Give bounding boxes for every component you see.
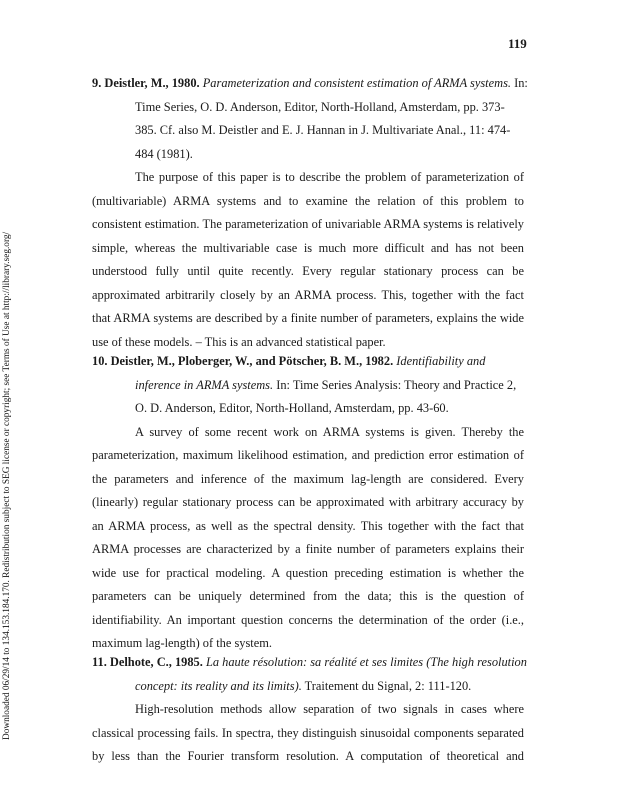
abstract-line: wide use for practical modeling. A question preceding estimation is whether the (92, 566, 524, 580)
entry-9-number: 9. (92, 76, 102, 90)
download-notice: Downloaded 06/29/14 to 134.153.184.170. Redistribution subject to SEG license or copyright; see Terms of Use at http://library.seg.org/ (2, 231, 12, 740)
abstract-line: High-resolution methods allow separation of two signals in cases where (135, 702, 524, 716)
entry-9-heading (92, 76, 528, 90)
entry-11-number: 11. (92, 655, 107, 669)
abstract-line: understood fully until quite recently. Every regular stationary process can be (92, 264, 524, 278)
abstract-line: by less than the Fourier transform resolution. A computation of theoretical and (92, 749, 524, 763)
abstract-line: use of these models. – This is an advanced statistical paper. (92, 335, 386, 349)
entry-11-heading-line-2 (135, 679, 471, 693)
abstract-line: The purpose of this paper is to describe the problem of parameterization of (135, 170, 524, 184)
entry-10-heading (92, 354, 485, 368)
abstract-line: identifiability. An important question concerns the determination of the order (i.e., (92, 613, 524, 627)
entry-11-authors: Delhote, C., 1985. (109, 655, 203, 669)
entry-11-source: Traitement du Signal, 2: 111-120. (304, 679, 472, 693)
entry-10-title-line-2: inference in ARMA systems. (135, 378, 274, 392)
entry-10-source-line-1: In: Time Series Analysis: Theory and Practice 2, (276, 378, 517, 392)
abstract-line: ARMA processes are characterized by a finite number of parameters explains their (92, 542, 524, 556)
abstract-line: consistent estimation. The parameterization of univariable ARMA systems is relatively (92, 217, 524, 231)
abstract-line: simple, whereas the multivariable case is much more difficult and has not been (92, 241, 524, 255)
abstract-line: (multivariable) ARMA systems and to examine the relation of this problem to (92, 194, 524, 208)
abstract-line: (linearly) regular stationary process can be approximated with arbitrary accuracy by (92, 495, 524, 509)
entry-9-source-line-1: In: (514, 76, 528, 90)
page-number: 119 (508, 36, 527, 51)
entry-11-title-line-1: La haute résolution: sa réalité et ses limites (The high resolution (205, 655, 527, 669)
abstract-line: that ARMA systems are described by a finite number of parameters, explains the wide (92, 311, 524, 325)
entry-10-title-line-1: Identifiability and (396, 354, 486, 368)
abstract-line: parameters can be uniquely determined from the data; this is the question of (92, 589, 524, 603)
entry-11-title-line-2: concept: its reality and its limits). (135, 679, 302, 693)
entry-10-heading-line-2 (135, 378, 516, 392)
abstract-line: an ARMA process, as well as the spectral density. This together with the fact that (92, 519, 524, 533)
entry-9-title: Parameterization and consistent estimation of ARMA systems. (202, 76, 511, 90)
abstract-line: approximated arbitrarily closely by an ARMA process. This, together with the fact (92, 288, 524, 302)
abstract-line: A survey of some recent work on ARMA systems is given. Thereby the (135, 425, 524, 439)
entry-9-source-line-3: 385. Cf. also M. Deistler and E. J. Hannan in J. Multivariate Anal., 11: 474- (135, 123, 511, 137)
entry-9-source-line-4: 484 (1981). (135, 147, 193, 161)
entry-9-authors: Deistler, M., 1980. (104, 76, 200, 90)
abstract-line: classical processing fails. In spectra, they distinguish sinusoidal components separated (92, 726, 524, 740)
entry-10-number: 10. (92, 354, 108, 368)
abstract-line: maximum lag-length) of the system. (92, 636, 272, 650)
abstract-line: the parameters and inference of the maximum lag-length are considered. Every (92, 472, 524, 486)
abstract-line: parameterization, maximum likelihood estimation, and prediction error estimation of (92, 448, 524, 462)
entry-11-heading (92, 655, 527, 669)
entry-10-authors: Deistler, M., Ploberger, W., and Pötscher, B. M., 1982. (110, 354, 394, 368)
entry-9-source-line-2: Time Series, O. D. Anderson, Editor, North-Holland, Amsterdam, pp. 373- (135, 100, 505, 114)
entry-10-source-line-2: O. D. Anderson, Editor, North-Holland, Amsterdam, pp. 43-60. (135, 401, 449, 415)
